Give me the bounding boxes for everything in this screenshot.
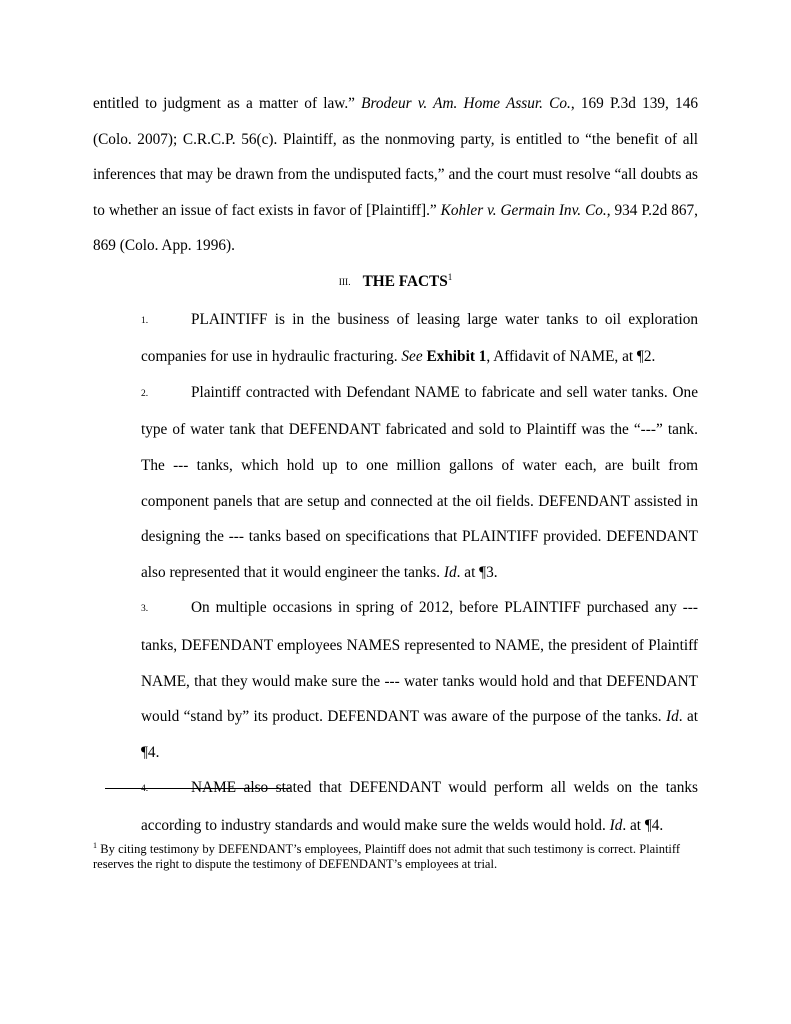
exhibit-reference: Exhibit 1 [426, 348, 487, 366]
footnote [93, 842, 680, 872]
paragraph-number: 1. [141, 315, 149, 326]
fact-paragraph-1 [93, 302, 698, 375]
paragraph-text: On multiple occasions in spring of 2012, before PLAINTIFF purchased any --- tanks, DEFENDANT employees NAMES represented to NAME, the president of Plaintiff NAME, that they would make sure the --- water tanks would hold and that DEFENDANT would “stand by” its product. DEFENDANT was aware of the purpose of the tanks. [141, 599, 698, 726]
fact-paragraph-2 [93, 375, 698, 591]
case-citation: Kohler v. Germain Inv. Co. [440, 201, 607, 219]
citation-id: Id [443, 563, 457, 581]
citation-signal: See [401, 348, 423, 366]
paragraph-text: . at ¶4. [622, 816, 664, 834]
paragraph-text: . at ¶4. [141, 708, 698, 761]
document-body [93, 86, 698, 843]
footnote-marker: 1 [93, 841, 97, 850]
paragraph-text: Plaintiff contracted with Defendant NAME to fabricate and sell water tanks. One type of water tank that DEFENDANT fabricated and sold to Plaintiff was the “---” tank. The --- tanks, which hold up to one million gallons of water each, are built from component panels that are setup and connected at the oil fields. DEFENDANT assisted in designing the --- tanks based on specifications that PLAINTIFF provided. DEFENDANT also represented that it would engineer the tanks. [141, 383, 698, 581]
footnote-separator [105, 788, 290, 789]
fact-paragraph-4 [93, 770, 698, 843]
citation-id: Id [665, 708, 679, 726]
paragraph-number: 2. [141, 388, 149, 399]
section-heading [93, 264, 698, 302]
intro-paragraph [93, 86, 698, 264]
paragraph-text: . at ¶3. [456, 563, 498, 581]
footnote-reference: 1 [447, 271, 453, 282]
case-citation: Brodeur v. Am. Home Assur. Co. [361, 95, 571, 112]
section-title: THE FACTS [362, 272, 448, 290]
intro-text: , 169 P.3d 139, 146 (Colo. 2007); C.R.C.P. 56(c). Plaintiff, as the nonmoving party, is entitled to “the benefit of all inferences that may be drawn from the undisputed facts,” and the court must resolve “all doubts as to whether an issue of fact exists in favor of [Plaintiff].” [93, 95, 699, 219]
citation-id: Id [609, 816, 623, 834]
fact-paragraph-3 [93, 590, 698, 770]
paragraph-number: 3. [141, 604, 149, 615]
paragraph-text: , Affidavit of NAME, at ¶2. [486, 348, 656, 366]
intro-text: , 934 P.2d 867, 869 (Colo. App. 1996). [93, 201, 698, 255]
footnote-text: By citing testimony by DEFENDANT’s employees, Plaintiff does not admit that such testimony is correct. Plaintiff reserves the right to dispute the testimony of DEFENDANT’s employees at trial. [93, 842, 680, 871]
intro-text: entitled to judgment as a matter of law.” [93, 95, 362, 112]
section-number: III. [338, 277, 351, 288]
paragraph-number: 4. [141, 784, 149, 795]
paragraph-text: PLAINTIFF is in the business of leasing large water tanks to oil exploration companies for use in hydraulic fracturing. [141, 310, 698, 366]
paragraph-text: NAME also stated that DEFENDANT would perform all welds on the tanks according to industry standards and would make sure the welds would hold. [141, 779, 698, 834]
